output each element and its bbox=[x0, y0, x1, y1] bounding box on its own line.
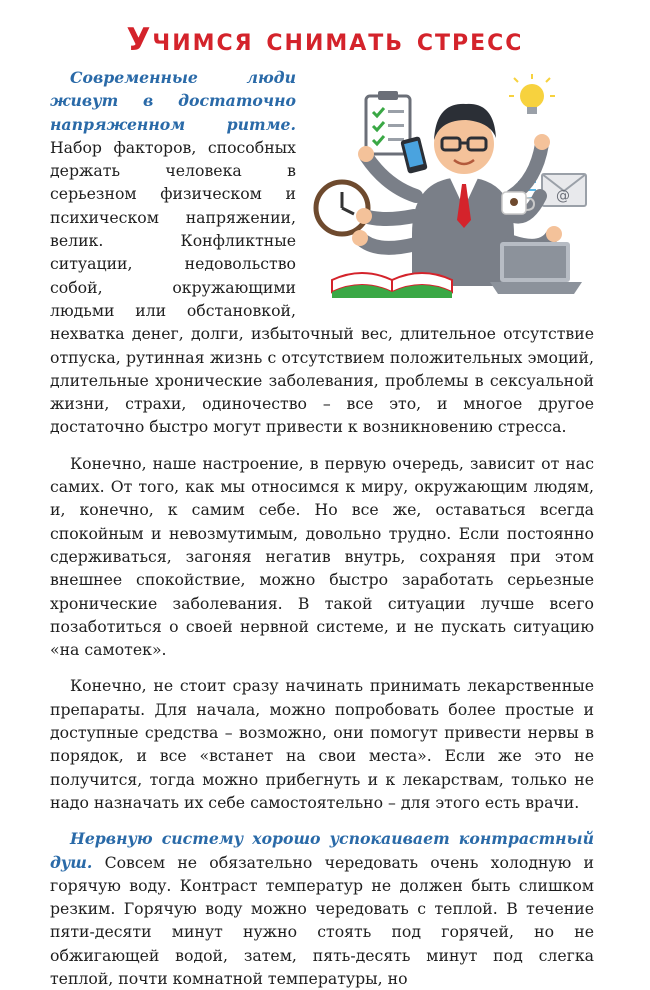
laptop-icon bbox=[490, 242, 582, 294]
paragraph-4-lead: Нервную систему хорошо успокаивает контрастный душ. bbox=[50, 829, 594, 872]
paragraph-4-text: Совсем не обязательно чередовать очень холодную и горячую воду. Контраст температур не должен быть слишком резким. Горячую воду можно чередовать с теплой. В течение пяти-десяти минут нужно стоять под горячей, но не обжигающей водой, затем, пять-десять минут под слегка теплой, почти комнатной температуры, но bbox=[50, 852, 594, 988]
lightbulb-icon bbox=[509, 74, 555, 114]
paragraph-2: Конечно, наше настроение, в первую очередь, зависит от нас самих. От того, как мы относимся к миру, окружающим людям, и, конечно, к самим себе. Но все же, оставаться всегда спокойным и невозмутимым, довольно трудно. Если постоянно сдерживаться, загоняя негатив внутрь, сохраняя при этом внешнее спокойствие, можно быстро заработать серьезные хронические заболевания. В такой ситуации лучше всего позаботиться о своей нервной системе, и не пускать ситуацию «на самотек». bbox=[50, 453, 594, 660]
paragraph-1-lead: Современные люди живут в достаточно напряженном ритме. bbox=[50, 68, 296, 134]
multitasking-businessman-illustration bbox=[304, 66, 594, 302]
svg-text:@: @ bbox=[556, 188, 570, 204]
open-book-icon bbox=[332, 273, 452, 298]
paragraph-1-text: Набор факторов, способных держать человека в серьезном физическом и психическом напряжении, велик. Конфликтные ситуации, недовольство собой, окружающими людьми или обстановкой, нехватка денег, долги, избыточный вес, длительное отсутствие отпуска, рутинная жизнь с отсутствием положительных эмоций, длительные хронические заболевания, проблемы в сексуальной жизни, страхи, одиночество – все это, и многое другое достаточно быстро могут привести к возникновению стресса. bbox=[50, 137, 594, 437]
paragraph-3: Конечно, не стоит сразу начинать принимать лекарственные препараты. Для начала, можно попробовать более простые и доступные средства – возможно, они помогут привести нервы в порядок, и все «встанет на свои места». Если же это не получится, тогда можно прибегнуть и к лекарствам, только не надо назначать их себе самостоятельно – для этого есть врачи. bbox=[50, 676, 594, 812]
paragraph-4 bbox=[50, 827, 594, 990]
article-body bbox=[50, 66, 594, 990]
page-title: Учимся снимать стресс bbox=[126, 22, 524, 58]
phone-icon bbox=[400, 136, 428, 174]
clock-icon bbox=[316, 182, 368, 234]
